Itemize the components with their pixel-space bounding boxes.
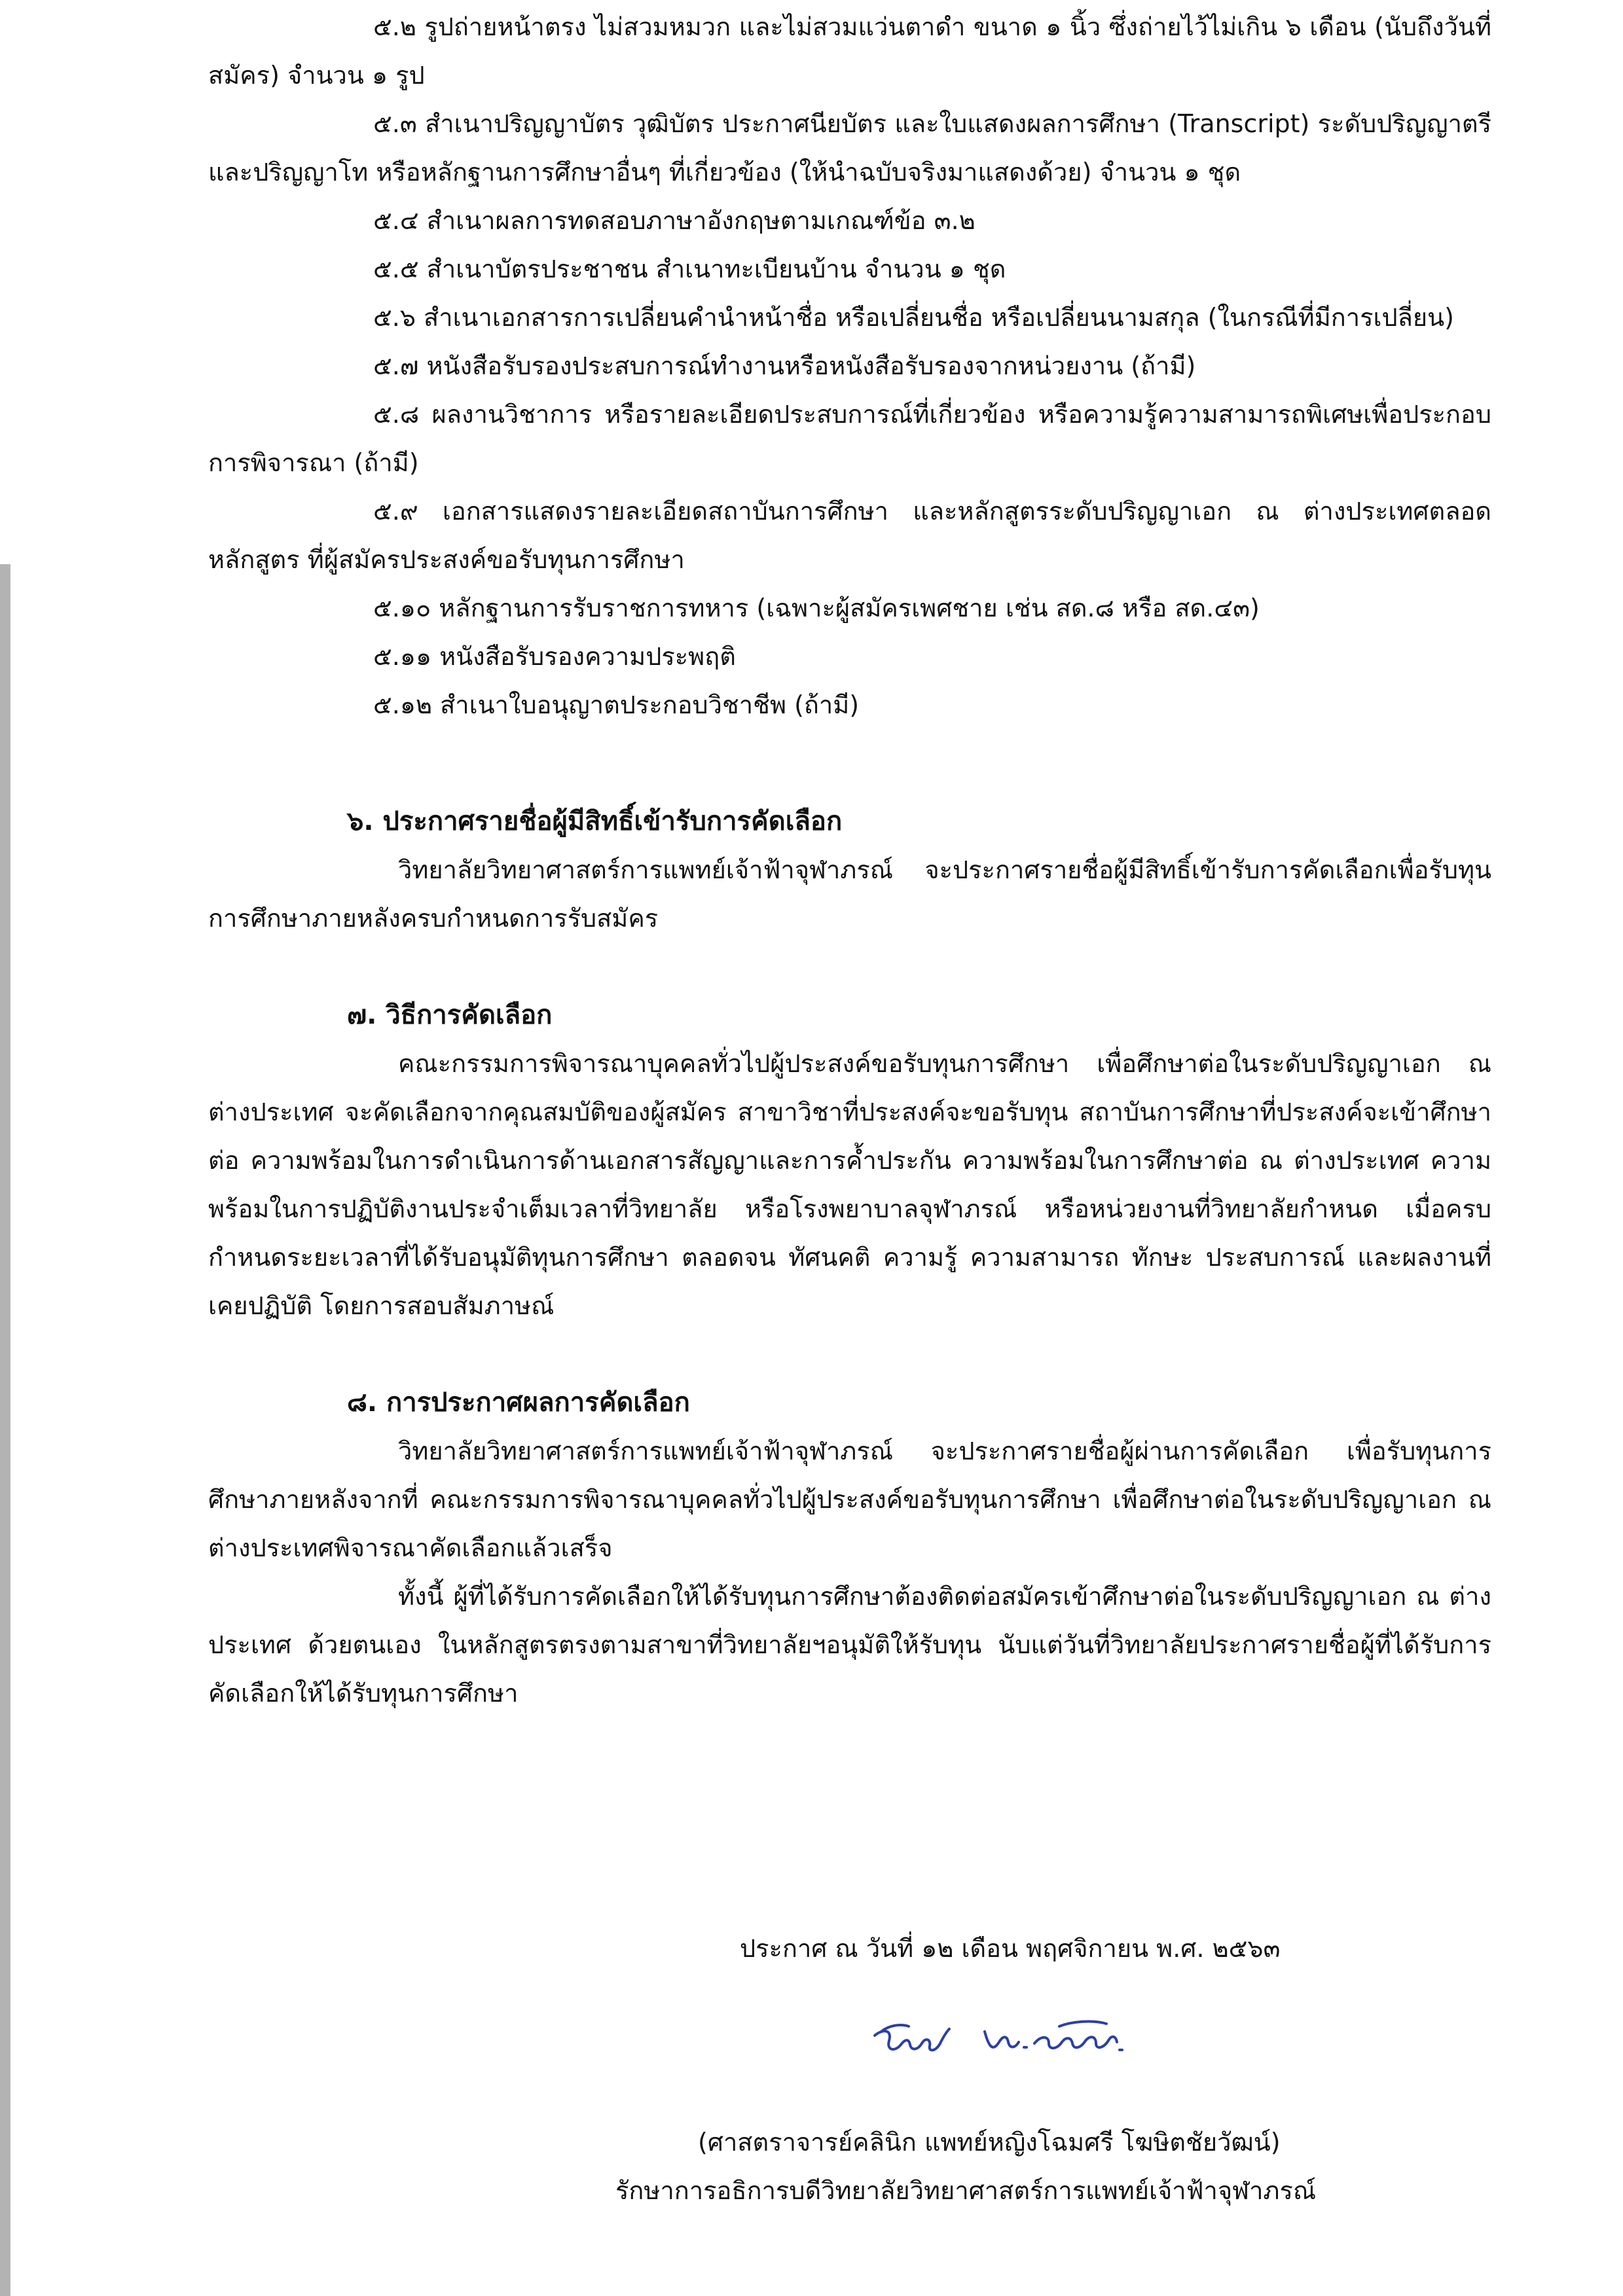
- item-5-7: ๕.๗ หนังสือรับรองประสบการณ์ทำงานหรือหนังสือรับรองจากหน่วยงาน (ถ้ามี): [373, 351, 1196, 380]
- item-5-8: ๕.๘ ผลงานวิชาการ หรือรายละเอียดประสบการณ์ที่เกี่ยวข้อง หรือความรู้ความสามารถพิเศษเพื่อประกอบการพิจารณา (ถ้ามี): [208, 400, 1491, 477]
- item-5-9: ๕.๙ เอกสารแสดงรายละเอียดสถาบันการศึกษา และหลักสูตรระดับปริญญาเอก ณ ต่างประเทศตลอดหลักสูตร ที่ผู้สมัครประสงค์ขอรับทุนการศึกษา: [208, 497, 1491, 574]
- section-7-heading: ๗. วิธีการคัดเลือก: [347, 1000, 553, 1030]
- section-5-list: [208, 0, 1491, 729]
- signer-position: รักษาการอธิการบดีวิทยาลัยวิทยาศาสตร์การแพทย์เจ้าฟ้าจุฬาภรณ์: [615, 2176, 1317, 2205]
- item-5-11: ๕.๑๑ หนังสือรับรองความประพฤติ: [373, 642, 736, 671]
- section-6-heading: ๖. ประกาศรายชื่อผู้มีสิทธิ์เข้ารับการคัดเลือก: [347, 806, 843, 836]
- section-6-body: วิทยาลัยวิทยาศาสตร์การแพทย์เจ้าฟ้าจุฬาภรณ์ จะประกาศรายชื่อผู้มีสิทธิ์เข้ารับการคัดเลือกเพื่อรับทุนการศึกษาภายหลังครบกำหนดการรับสมัคร: [208, 855, 1491, 933]
- handwritten-signature: [863, 2009, 1164, 2075]
- section-7: [208, 991, 1491, 1330]
- item-5-5: ๕.๕ สำเนาบัตรประชาชน สำเนาทะเบียนบ้าน จำนวน ๑ ชุด: [373, 255, 1006, 283]
- item-5-10: ๕.๑๐ หลักฐานการรับราชการทหาร (เฉพาะผู้สมัครเพศชาย เช่น สด.๘ หรือ สด.๔๓): [373, 594, 1260, 622]
- section-8-body-2: ทั้งนี้ ผู้ที่ได้รับการคัดเลือกให้ได้รับทุนการศึกษาต้องติดต่อสมัครเข้าศึกษาต่อในระดับปริญญาเอก ณ ต่างประเทศ ด้วยตนเอง ในหลักสูตรตรงตามสาขาที่วิทยาลัยฯอนุมัติให้รับทุน นับแต่วันที่วิทยาลัยประกาศรายชื่อผู้ที่ได้รับการคัดเลือกให้ได้รับทุนการศึกษา: [208, 1582, 1491, 1708]
- section-8: [208, 1378, 1491, 1717]
- section-8-heading: ๘. การประกาศผลการคัดเลือก: [347, 1388, 690, 1418]
- item-5-6: ๕.๖ สำเนาเอกสารการเปลี่ยนคำนำหน้าชื่อ หรือเปลี่ยนชื่อ หรือเปลี่ยนนามสกุล (ในกรณีที่มีการเปลี่ยน): [373, 303, 1454, 332]
- document-page: [208, 0, 1491, 2296]
- section-6: [208, 797, 1491, 942]
- item-5-4: ๕.๔ สำเนาผลการทดสอบภาษาอังกฤษตามเกณฑ์ข้อ ๓.๒: [373, 206, 976, 235]
- section-7-body: คณะกรรมการพิจารณาบุคคลทั่วไปผู้ประสงค์ขอรับทุนการศึกษา เพื่อศึกษาต่อในระดับปริญญาเอก ณ ต่างประเทศ จะคัดเลือกจากคุณสมบัติของผู้สมัคร สาขาวิชาที่ประสงค์จะขอรับทุน สถาบันการศึกษาที่ประสงค์จะเข้าศึกษาต่อ ความพร้อมในการดำเนินการด้านเอกสารสัญญาและการค้ำประกัน ความพร้อมในการศึกษาต่อ ณ ต่างประเทศ ความพร้อมในการปฏิบัติงานประจำเต็มเวลาที่วิทยาลัย หรือโรงพยาบาลจุฬาภรณ์ หรือหน่วยงานที่วิทยาลัยกำหนด เมื่อครบกำหนดระยะเวลาที่ได้รับอนุมัติทุนการศึกษา ตลอดจน ทัศนคติ ความรู้ ความสามารถ ทักษะ ประสบการณ์ และผลงานที่เคยปฏิบัติ โดยการสอบสัมภาษณ์: [208, 1049, 1491, 1320]
- item-5-3: ๕.๓ สำเนาปริญญาบัตร วุฒิบัตร ประกาศนียบัตร และใบแสดงผลการศึกษา (Transcript) ระดับปริญญาตรี และปริญญาโท หรือหลักฐานการศึกษาอื่นๆ ที่เกี่ยวข้อง (ให้นำฉบับจริงมาแสดงด้วย) จำนวน ๑ ชุด: [208, 109, 1491, 187]
- section-8-body-1: วิทยาลัยวิทยาศาสตร์การแพทย์เจ้าฟ้าจุฬาภรณ์ จะประกาศรายชื่อผู้ผ่านการคัดเลือก เพื่อรับทุนการศึกษาภายหลังจากที่ คณะกรรมการพิจารณาบุคคลทั่วไปผู้ประสงค์ขอรับทุนการศึกษา เพื่อศึกษาต่อในระดับปริญญาเอก ณ ต่างประเทศพิจารณาคัดเลือกแล้วเสร็จ: [208, 1437, 1491, 1562]
- page-edge-bar: [0, 564, 10, 2296]
- item-5-2: ๕.๒ รูปถ่ายหน้าตรง ไม่สวมหมวก และไม่สวมแว่นตาดำ ขนาด ๑ นิ้ว ซึ่งถ่ายไว้ไม่เกิน ๖ เดือน (นับถึงวันที่สมัคร) จำนวน ๑ รูป: [208, 12, 1491, 90]
- signer-name: (ศาสตราจารย์คลินิก แพทย์หญิงโฉมศรี โฆษิตชัยวัฒน์): [698, 2128, 1281, 2157]
- item-5-12: ๕.๑๒ สำเนาใบอนุญาตประกอบวิชาชีพ (ถ้ามี): [373, 691, 860, 719]
- announcement-date: ประกาศ ณ วันที่ ๑๒ เดือน พฤศจิกายน พ.ศ. ๒๕๖๓: [740, 1934, 1281, 1963]
